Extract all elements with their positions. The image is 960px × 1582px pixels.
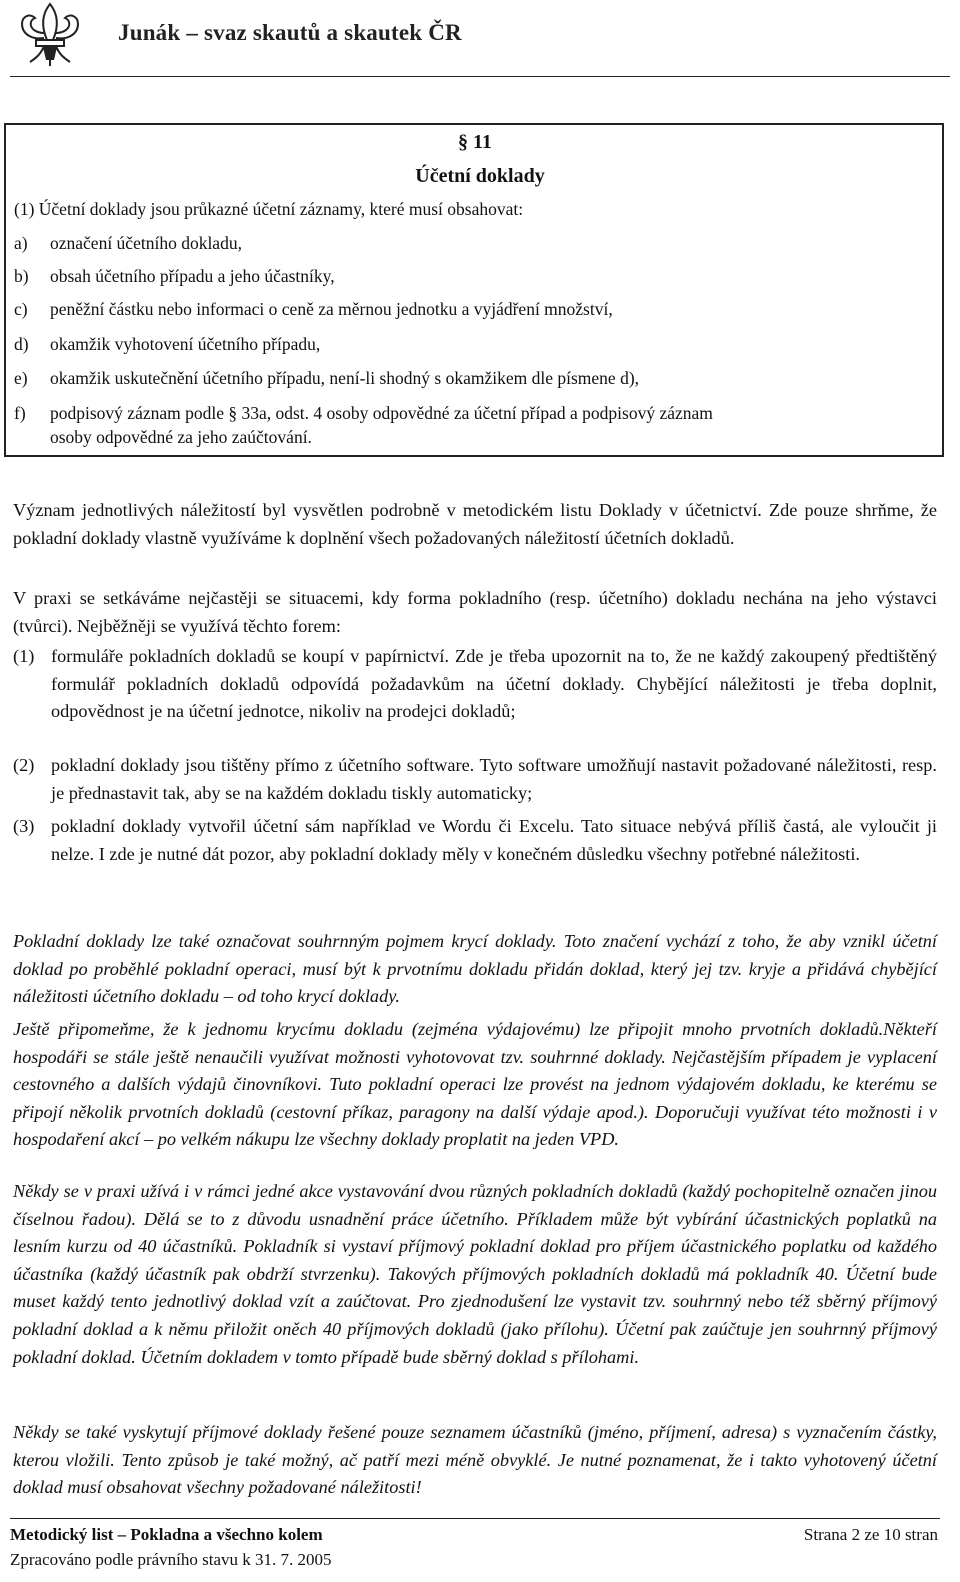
law-item-text: obsah účetního případu a jeho účastníky, bbox=[50, 266, 335, 286]
law-item-text: označení účetního dokladu, bbox=[50, 233, 242, 253]
scout-lily-logo-icon bbox=[14, 0, 86, 72]
law-item-label: e) bbox=[14, 368, 28, 388]
law-item-label: d) bbox=[14, 334, 29, 354]
law-item bbox=[14, 403, 713, 424]
italic-paragraph: Pokladní doklady lze také označovat souhrnným pojmem krycí doklady. Toto značení vychází z toho, že aby vznikl účetní doklad po proběhlé pokladní operaci, musí být k prvotnímu dokladu přidán doklad, který jej tzv. kryje a přidává chybějící náležitosti účetního dokladu – od toho krycí doklady. bbox=[13, 931, 937, 1007]
list-item-number: (3) bbox=[13, 816, 35, 836]
page-header bbox=[10, 0, 950, 77]
law-intro: (1) Účetní doklady jsou průkazné účetní záznamy, které musí obsahovat: bbox=[14, 199, 524, 219]
list-item-text: pokladní doklady vytvořil účetní sám například ve Wordu či Excelu. Tato situace nebývá příliš častá, ale vyloučit ji nelze. I zde je nutné dát pozor, aby pokladní doklady měly v konečném důsledku všechny potřebné náležitosti. bbox=[51, 816, 937, 864]
law-item-text: podpisový záznam podle § 33a, odst. 4 osoby odpovědné za účetní případ a podpisový záznam bbox=[50, 403, 713, 423]
law-item-continuation: osoby odpovědné za jeho zaúčtování. bbox=[50, 427, 312, 447]
list-item-number: (1) bbox=[13, 646, 35, 666]
footer-page-number: Strana 2 ze 10 stran bbox=[803, 1525, 938, 1544]
list-item-text: pokladní doklady jsou tištěny přímo z účetního software. Tyto software umožňují nastavit požadované náležitosti, resp. je přednastavit tak, aby se na každém dokladu tiskly automaticky; bbox=[51, 755, 937, 803]
law-item-text: okamžik uskutečnění účetního případu, není-li shodný s okamžikem dle písmene d), bbox=[50, 368, 640, 388]
italic-paragraph: Ještě připomeňme, že k jednomu krycímu dokladu (zejména výdajovému) lze připojit mnoho prvotních dokladů.Někteří hospodáři se stále ještě nenaučili využívat možnosti vyhotovovat tzv. souhrnné doklady. Nejčastějším případem je vyplacení cestovného a dalších výdajů činovníkovi. Tuto pokladní operaci lze provést na jednom výdajovém dokladu, ke kterému se připojí několik prvotních dokladů (cestovní příkaz, paragony na další výdaje apod.). Doporučuji využívat této možnosti i v hospodaření akcí – po velkém nákupu lze všechny doklady proplatit na jeden VPD. bbox=[13, 1019, 937, 1150]
law-item bbox=[14, 299, 613, 320]
law-item-label: c) bbox=[14, 299, 28, 319]
law-item-label: f) bbox=[14, 403, 26, 423]
law-item-text: peněžní částku nebo informaci o ceně za měrnou jednotku a vyjádření množství, bbox=[50, 299, 613, 319]
italic-paragraph: Někdy se v praxi užívá i v rámci jedné akce vystavování dvou různých pokladních dokladů (každý pochopitelně označen jinou číselnou řadou). Dělá se to z důvodu usnadnění práce účetního. Příkladem může být vybírání účastnických poplatků na lesním kurzu od 40 účastníků. Pokladník si vystaví příjmový pokladní doklad pro příjem účastnického poplatku od každého účastníka (každý účastník pak obdrží stvrzenku). Takových příjmových pokladních dokladů má pokladník 40. Účetní bude muset každý tento jednotlivý doklad vzít a zaúčtovat. Pro zjednodušení lze vystavit tzv. souhrnný nebo též sběrný příjmový pokladní doklad a k němu přiložit oněch 40 příjmových dokladů (jako přílohu). Účetní pak zaúčtuje jen souhrnný příjmový pokladní doklad. Účetním dokladem v tomto případě bude sběrný doklad s přílohami. bbox=[13, 1181, 937, 1367]
law-item bbox=[14, 266, 335, 287]
list-item-text: formuláře pokladních dokladů se koupí v papírnictví. Zde je třeba upozornit na to, že ne každý zakoupený předtištěný formulář pokladních dokladů odpovídá požadavkům na účetní doklady. Chybějící náležitosti je třeba doplnit, odpovědnost je na účetní jednotce, nikoliv na prodejci dokladů; bbox=[51, 646, 937, 722]
law-item-label: b) bbox=[14, 266, 29, 286]
footer-law-state: Zpracováno podle právního stavu k 31. 7. 2005 bbox=[10, 1550, 332, 1569]
section-number: § 11 bbox=[458, 131, 492, 153]
law-item bbox=[14, 334, 320, 355]
organization-name: Junák – svaz skautů a skautek ČR bbox=[118, 20, 462, 45]
italic-paragraph: Někdy se také vyskytují příjmové doklady řešené pouze seznamem účastníků (jméno, příjmení, adresa) s vyznačením částky, kterou vložili. Tento způsob je také možný, ač patří mezi méně obvyklé. Je nutné poznamenat, že i takto vyhotovený účetní doklad musí obsahovat všechny požadované náležitosti! bbox=[13, 1422, 937, 1498]
law-item bbox=[14, 368, 639, 389]
law-item bbox=[14, 233, 242, 254]
footer-divider bbox=[10, 1518, 940, 1519]
paragraph: V praxi se setkáváme nejčastěji se situacemi, kdy forma pokladního (resp. účetního) dokladu nechána na jeho výstavci (tvůrci). Nejběžněji se využívá těchto forem: bbox=[13, 588, 937, 636]
law-item-text: okamžik vyhotovení účetního případu, bbox=[50, 334, 321, 354]
section-title: Účetní doklady bbox=[415, 165, 545, 187]
law-item-label: a) bbox=[14, 233, 28, 253]
paragraph: Význam jednotlivých náležitostí byl vysvětlen podrobně v metodickém listu Doklady v účetnictví. Zde pouze shrňme, že pokladní doklady vlastně využíváme k doplnění všech požadovaných náležitostí účetních dokladů. bbox=[13, 500, 937, 548]
list-item-number: (2) bbox=[13, 755, 35, 775]
footer-document-title: Metodický list – Pokladna a všechno kolem bbox=[10, 1525, 323, 1544]
